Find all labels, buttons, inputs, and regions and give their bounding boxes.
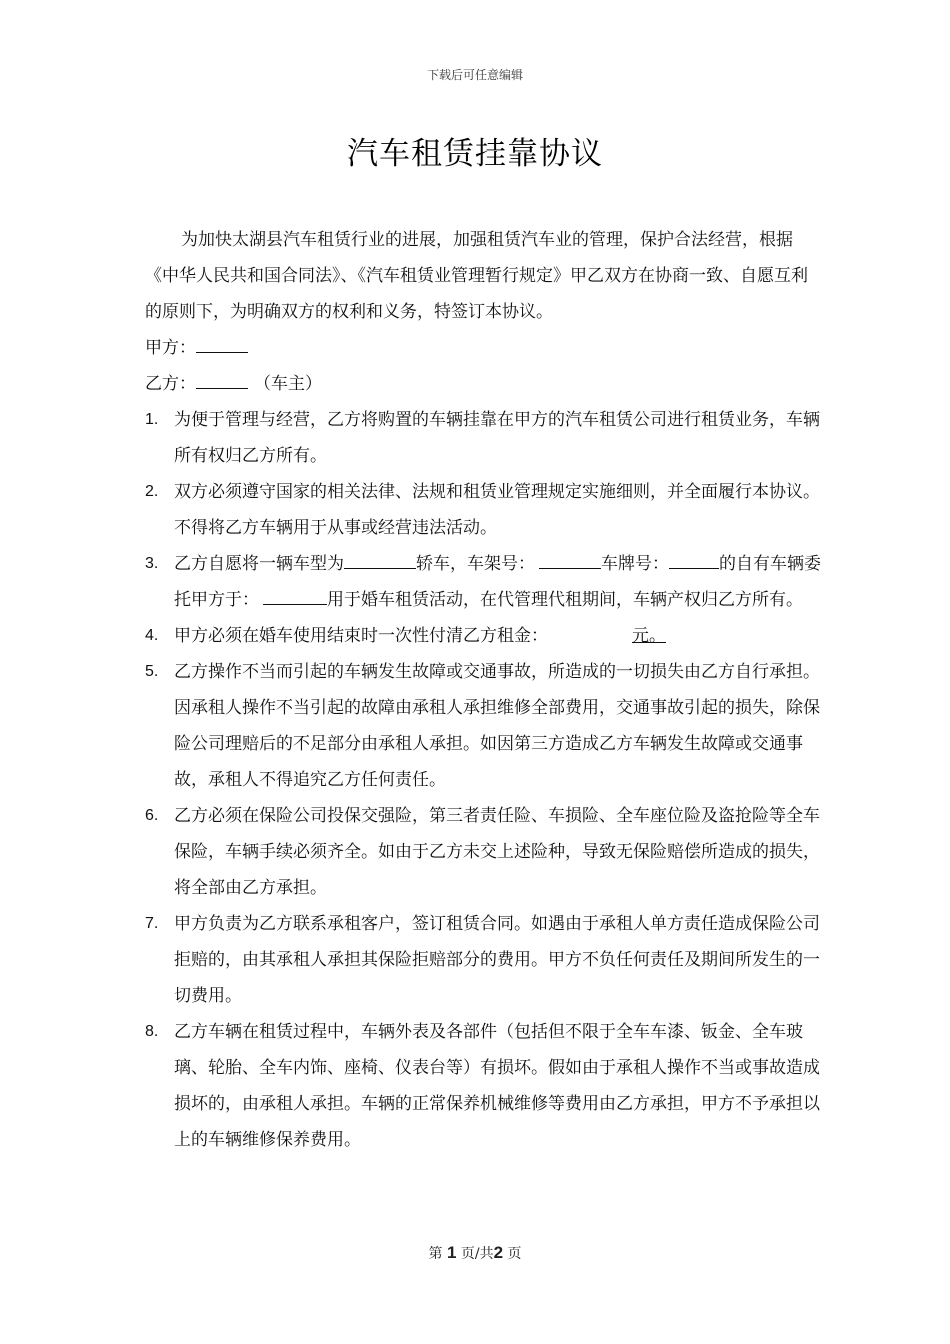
party-b-blank	[196, 370, 248, 389]
clause-item	[145, 474, 825, 546]
clause-item	[145, 654, 825, 798]
party-a-label: 甲方：	[145, 338, 196, 358]
rent-unit: 元。	[632, 626, 666, 646]
party-b-line	[145, 366, 322, 402]
clause-text-part: 轿车，车架号：	[416, 554, 535, 574]
clause-text: 为便于管理与经营，乙方将购置的车辆挂靠在甲方的汽车租赁公司进行租赁业务，车辆所有权归乙方所有。	[174, 410, 820, 466]
current-page-number: 1	[446, 1243, 457, 1262]
date-blank	[263, 586, 327, 605]
footer-suffix: 页	[507, 1246, 522, 1262]
clause-number: 8.	[145, 1023, 159, 1040]
car-model-blank	[344, 550, 416, 569]
clause-item	[145, 906, 825, 1014]
document-title: 汽车租赁挂靠协议	[347, 136, 603, 172]
rent-amount-blank	[548, 626, 674, 646]
clause-text: 乙方车辆在租赁过程中，车辆外表及各部件（包括但不限于全车车漆、钣金、全车玻璃、轮胎、全车内饰、座椅、仪表台等）有损坏。假如由于承租人操作不当或事故造成损坏的，由承租人承担。车辆的正常保养机械维修等费用由乙方承担，甲方不予承担以上的车辆维修保养费用。	[174, 1022, 820, 1150]
page-footer	[0, 1243, 950, 1263]
plate-number-blank	[669, 550, 719, 569]
intro-paragraph: 为加快太湖县汽车租赁行业的进展，加强租赁汽车业的管理，保护合法经营，根据《中华人民共和国合同法》、《汽车租赁业管理暂行规定》甲乙双方在协商一致、自愿互利的原则下，为明确双方的权利和义务，特签订本协议。	[145, 230, 808, 322]
clause-number: 3.	[145, 555, 159, 572]
clause-text-part: 的自有车辆委托甲方于：	[174, 554, 821, 610]
clause-text-part: 甲方必须在婚车使用结束时一次性付清乙方租金：	[174, 626, 548, 646]
clause-text-part: 车牌号：	[601, 554, 669, 574]
clause-list	[145, 402, 825, 1158]
clause-number: 5.	[145, 663, 159, 680]
party-a-blank	[196, 334, 248, 353]
total-page-number: 2	[493, 1243, 504, 1262]
clause-number: 4.	[145, 627, 159, 644]
clause-text: 乙方必须在保险公司投保交强险，第三者责任险、车损险、全车座位险及盗抢险等全车保险，车辆手续必须齐全。如由于乙方未交上述险种，导致无保险赔偿所造成的损失，将全部由乙方承担。	[174, 806, 820, 898]
clause-number: 1.	[145, 411, 159, 428]
clause-text: 甲方负责为乙方联系承租客户，签订租赁合同。如遇由于承租人单方责任造成保险公司拒赔的，由其承租人承担其保险拒赔部分的费用。甲方不负任何责任及期间所发生的一切费用。	[174, 914, 820, 1006]
clause-item	[145, 1014, 825, 1158]
page-header: 下载后可任意编辑	[426, 68, 523, 82]
clause-item	[145, 402, 825, 474]
clause-text-part: 乙方自愿将一辆车型为	[174, 554, 344, 574]
clause-item	[145, 798, 825, 906]
clause-text: 双方必须遵守国家的相关法律、法规和租赁业管理规定实施细则，并全面履行本协议。不得将乙方车辆用于从事或经营违法活动。	[174, 482, 820, 538]
clause-item	[145, 618, 825, 654]
party-b-label: 乙方：	[145, 374, 196, 394]
clause-text: 乙方操作不当而引起的车辆发生故障或交通事故，所造成的一切损失由乙方自行承担。因承租人操作不当引起的故障由承租人承担维修全部费用，交通事故引起的损失，除保险公司理赔后的不足部分由承租人承担。如因第三方造成乙方车辆发生故障或交通事故，承租人不得追究乙方任何责任。	[174, 662, 820, 790]
footer-prefix: 第	[428, 1246, 443, 1262]
clause-number: 2.	[145, 483, 159, 500]
footer-mid: 页/共	[460, 1246, 494, 1262]
clause-number: 6.	[145, 807, 159, 824]
party-a-line	[145, 330, 248, 366]
party-b-note: （车主）	[254, 374, 322, 394]
clause-number: 7.	[145, 915, 159, 932]
vin-blank	[539, 550, 601, 569]
clause-item	[145, 546, 825, 618]
clause-text-part: 用于婚车租赁活动，在代管理代租期间，车辆产权归乙方所有。	[327, 590, 803, 610]
